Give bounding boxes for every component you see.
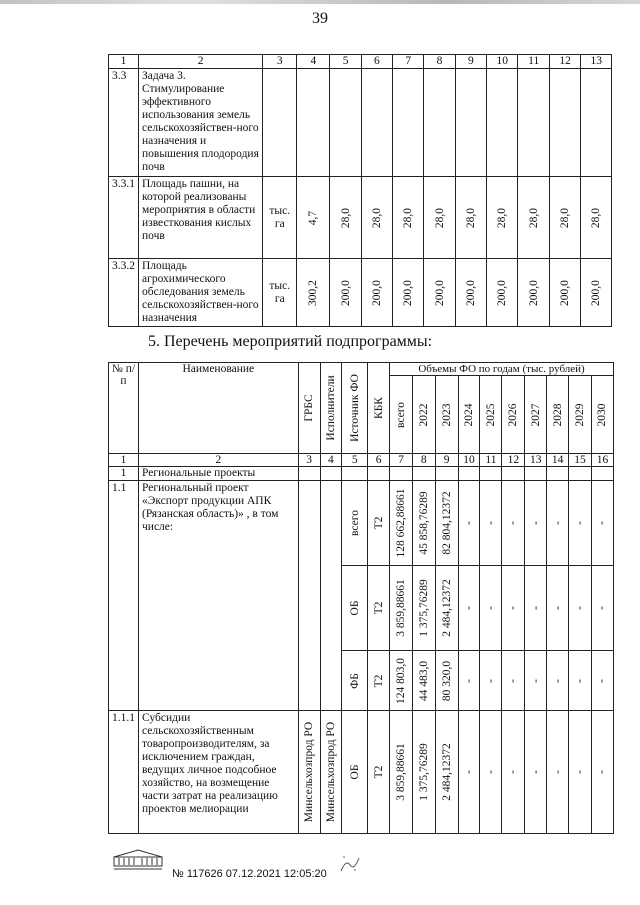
value: 200,0 (402, 279, 415, 306)
dash: - (529, 770, 542, 774)
table-row (109, 467, 614, 481)
dash: - (596, 678, 609, 683)
year-label: 2025 (484, 403, 497, 426)
table-row (109, 69, 612, 177)
value: 200,0 (433, 279, 446, 306)
grbs-value: Минсельхозпрод РО (303, 721, 316, 823)
value: 28,0 (464, 207, 477, 228)
col-number: 13 (525, 454, 547, 467)
exec-cell (320, 711, 342, 834)
value-cell (393, 69, 424, 177)
dash: - (596, 770, 609, 774)
scan-edge (0, 0, 640, 4)
value: 200,0 (339, 279, 352, 306)
col-number: 3 (298, 454, 320, 467)
year-label: 2024 (463, 403, 476, 426)
value: 200,0 (590, 279, 603, 306)
value-cell (424, 259, 455, 327)
dash-cell (458, 651, 480, 711)
col-number: 5 (342, 454, 368, 467)
dash: - (574, 521, 587, 525)
dash: - (507, 521, 520, 525)
row-name: Региональный проект «Экспорт продукции АПК (Рязанская область)» , в том числе: (139, 481, 299, 711)
year-header (547, 376, 569, 454)
src-value: всего (348, 510, 361, 536)
value: 28,0 (433, 207, 446, 228)
value: 200,0 (370, 279, 383, 306)
value: 28,0 (402, 207, 415, 228)
dash: - (507, 770, 520, 774)
amount: 124 803,0 (394, 657, 407, 704)
dash-cell (458, 566, 480, 651)
value-cell (549, 69, 580, 177)
dash-cell (547, 651, 569, 711)
value: 28,0 (370, 207, 383, 228)
num-header: № п/п (109, 363, 139, 454)
grbs-cell (298, 481, 320, 711)
year-header (591, 376, 613, 454)
section-title: 5. Перечень мероприятий подпрограммы: (148, 333, 433, 350)
kbk-cell (368, 711, 390, 834)
amount-cell (390, 481, 413, 566)
kbk-value: Т2 (372, 516, 385, 530)
year-label: 2027 (529, 403, 542, 426)
header-cell: 8 (424, 55, 455, 69)
value-cell (518, 259, 549, 327)
dash: - (574, 678, 587, 683)
dash-cell (569, 651, 592, 711)
kbk-cell (368, 651, 390, 711)
amount-cell (412, 711, 435, 834)
col-number: 2 (139, 454, 299, 467)
col-number: 16 (591, 454, 613, 467)
row-name: Задача 3. Стимулирование эффективного использования земель сельскохозяйствен-ного назначения и повышения плодородия почв (139, 69, 263, 177)
row-unit (263, 69, 297, 177)
value-cell (297, 177, 330, 259)
dash-cell (525, 566, 547, 651)
value-cell (455, 69, 486, 177)
src-value: ФБ (348, 672, 361, 689)
header-label: ГРБС (303, 394, 316, 422)
value-cell (393, 259, 424, 327)
col-number: 11 (480, 454, 502, 467)
amount: 45 858,76289 (417, 491, 430, 555)
year-label: 2022 (417, 403, 430, 426)
col-number: 12 (502, 454, 525, 467)
grbs-header (298, 363, 320, 454)
value-cell (393, 177, 424, 259)
dash-cell (591, 566, 613, 651)
header-label: Источник ФО (348, 374, 361, 442)
dash: - (484, 770, 497, 774)
kbk-value: Т2 (372, 674, 385, 687)
signature-mark-icon (338, 853, 362, 875)
header-cell: 9 (455, 55, 486, 69)
year-label: 2026 (507, 403, 520, 426)
dash-cell (502, 481, 525, 566)
amount-cell (435, 566, 458, 651)
dash: - (551, 521, 564, 525)
amount: 3 859,88661 (394, 579, 407, 637)
dash: - (463, 521, 476, 525)
dash-cell (502, 651, 525, 711)
amount-cell (390, 566, 413, 651)
value-cell (361, 259, 392, 327)
src-header (342, 363, 368, 454)
value-cell (487, 259, 518, 327)
col-number: 4 (320, 454, 342, 467)
row-unit: тыс. га (263, 177, 297, 259)
amount-cell (412, 566, 435, 651)
header-cell: 7 (393, 55, 424, 69)
kbk-value: Т2 (372, 601, 385, 615)
dash: - (529, 521, 542, 525)
kbk-cell (368, 566, 390, 651)
src-value: ОБ (348, 600, 361, 616)
dash-cell (480, 651, 502, 711)
value-cell (487, 177, 518, 259)
table-row (109, 177, 612, 259)
year-header (480, 376, 502, 454)
col-number: 6 (368, 454, 390, 467)
dash: - (551, 770, 564, 774)
dash-cell (525, 481, 547, 566)
dash: - (596, 521, 609, 525)
dash: - (529, 606, 542, 610)
value: 200,0 (527, 279, 540, 306)
header-cell: 6 (361, 55, 392, 69)
exec-cell (320, 481, 342, 711)
amount-cell (390, 711, 413, 834)
dash: - (574, 770, 587, 774)
dash: - (551, 606, 564, 610)
document-registration-number: № 117626 07.12.2021 12:05:20 (172, 868, 327, 880)
amount: 1 375,76289 (417, 743, 430, 801)
amount: 82 804,12372 (440, 491, 453, 555)
col-number: 8 (412, 454, 435, 467)
value: 28,0 (496, 207, 509, 228)
dash-cell (591, 651, 613, 711)
value-cell (549, 259, 580, 327)
dash-cell (525, 711, 547, 834)
dash-cell (480, 566, 502, 651)
dash-cell (502, 566, 525, 651)
year-header (502, 376, 525, 454)
value-cell (581, 69, 612, 177)
dash: - (484, 678, 497, 683)
table-row (109, 481, 614, 566)
dash: - (507, 606, 520, 610)
dash-cell (547, 566, 569, 651)
value-cell (518, 177, 549, 259)
value-cell (361, 177, 392, 259)
value-cell (455, 259, 486, 327)
amount: 2 484,12372 (440, 743, 453, 801)
indicators-table (108, 54, 612, 327)
header-cell: 12 (549, 55, 580, 69)
kbk-header (368, 363, 390, 454)
header-label: Исполнители (324, 375, 337, 441)
col-number: 9 (435, 454, 458, 467)
value: 28,0 (339, 207, 352, 228)
dash: - (463, 678, 476, 683)
col-number: 10 (458, 454, 480, 467)
value-cell (455, 177, 486, 259)
dash: - (484, 521, 497, 525)
volumes-header: Объемы ФО по годам (тыс. рублей) (390, 363, 614, 376)
value: 28,0 (527, 207, 540, 228)
year-label: 2028 (551, 403, 564, 426)
value-cell (330, 69, 361, 177)
dash-cell (547, 481, 569, 566)
year-label: 2023 (440, 403, 453, 426)
amount-cell (435, 481, 458, 566)
row-name: Площадь пашни, на которой реализованы мероприятия в области известкования кислых почв (139, 177, 263, 259)
amount-cell (390, 651, 413, 711)
dash-cell (458, 711, 480, 834)
row-name: Площадь агрохимического обследования земель сельскохозяйствен-ного назначения (139, 259, 263, 327)
row-number: 1 (109, 467, 139, 481)
row-number: 1.1 (109, 481, 139, 711)
col-number: 15 (569, 454, 592, 467)
dash: - (463, 606, 476, 610)
value: 28,0 (590, 207, 603, 228)
value-cell (549, 177, 580, 259)
value-cell (581, 259, 612, 327)
src-cell (342, 481, 368, 566)
row-name: Региональные проекты (139, 467, 299, 481)
dash-cell (569, 481, 592, 566)
amount-cell (435, 711, 458, 834)
table-row (109, 259, 612, 327)
year-label: 2029 (574, 403, 587, 426)
dash: - (484, 606, 497, 610)
dash-cell (569, 566, 592, 651)
value-cell (297, 69, 330, 177)
dash-cell (591, 481, 613, 566)
src-cell (342, 566, 368, 651)
header-cell: 2 (139, 55, 263, 69)
grbs-cell (298, 711, 320, 834)
table-header-row (109, 55, 612, 69)
value: 300,2 (307, 279, 320, 306)
value-cell (361, 69, 392, 177)
value-cell (424, 69, 455, 177)
amount-cell (435, 651, 458, 711)
year-label: 2030 (596, 403, 609, 426)
amount: 2 484,12372 (440, 579, 453, 637)
value-cell (330, 259, 361, 327)
header-cell: 4 (297, 55, 330, 69)
value: 200,0 (496, 279, 509, 306)
dash: - (551, 678, 564, 683)
exec-value: Минсельхозпрод РО (324, 721, 337, 823)
kbk-value: Т2 (372, 765, 385, 779)
dash-cell (525, 651, 547, 711)
dash: - (463, 770, 476, 774)
value-cell (424, 177, 455, 259)
value-cell (297, 259, 330, 327)
dash-cell (480, 711, 502, 834)
amount: 80 320,0 (440, 660, 453, 701)
value-cell (581, 177, 612, 259)
row-name: Субсидии сельскохозяйственным товаропроизводителям, за исключением граждан, ведущих личное подсобное хозяйство, на возмещение части затрат на реализацию проектов мелиорации (139, 711, 299, 834)
header-cell: 5 (330, 55, 361, 69)
src-cell (342, 711, 368, 834)
header-cell: 10 (487, 55, 518, 69)
column-number-row (109, 454, 614, 467)
amount: 128 662,88661 (394, 488, 407, 558)
year-header (390, 376, 413, 454)
activities-table (108, 362, 614, 834)
dash: - (574, 606, 587, 610)
value: 200,0 (559, 279, 572, 306)
amount: 44 483,0 (417, 660, 430, 701)
kbk-cell (368, 481, 390, 566)
dash: - (529, 678, 542, 683)
dash-cell (547, 711, 569, 834)
dash: - (507, 678, 520, 683)
value: 200,0 (464, 279, 477, 306)
row-number: 1.1.1 (109, 711, 139, 834)
page-number: 39 (312, 10, 328, 27)
col-number: 1 (109, 454, 139, 467)
src-cell (342, 651, 368, 711)
exec-header (320, 363, 342, 454)
row-number: 3.3 (109, 69, 139, 177)
year-header (569, 376, 592, 454)
year-label: всего (394, 401, 407, 428)
year-header (525, 376, 547, 454)
dash-cell (458, 481, 480, 566)
amount: 3 859,88661 (394, 743, 407, 801)
value-cell (487, 69, 518, 177)
table-header-row (109, 363, 614, 376)
src-value: ОБ (348, 764, 361, 780)
amount-cell (412, 651, 435, 711)
table-row (109, 711, 614, 834)
year-header (435, 376, 458, 454)
row-number: 3.3.1 (109, 177, 139, 259)
name-header: Наименование (139, 363, 299, 454)
value: 4,7 (307, 210, 320, 225)
value-cell (518, 69, 549, 177)
amount: 1 375,76289 (417, 579, 430, 637)
year-header (412, 376, 435, 454)
year-header (458, 376, 480, 454)
building-logo-icon (112, 848, 164, 872)
header-cell: 3 (263, 55, 297, 69)
dash-cell (569, 711, 592, 834)
header-cell: 1 (109, 55, 139, 69)
header-cell: 13 (581, 55, 612, 69)
dash-cell (480, 481, 502, 566)
header-label: КБК (372, 397, 385, 419)
value-cell (330, 177, 361, 259)
row-unit: тыс. га (263, 259, 297, 327)
dash-cell (591, 711, 613, 834)
dash-cell (502, 711, 525, 834)
row-number: 3.3.2 (109, 259, 139, 327)
col-number: 14 (547, 454, 569, 467)
dash: - (596, 606, 609, 610)
col-number: 7 (390, 454, 413, 467)
amount-cell (412, 481, 435, 566)
value: 28,0 (559, 207, 572, 228)
header-cell: 11 (518, 55, 549, 69)
